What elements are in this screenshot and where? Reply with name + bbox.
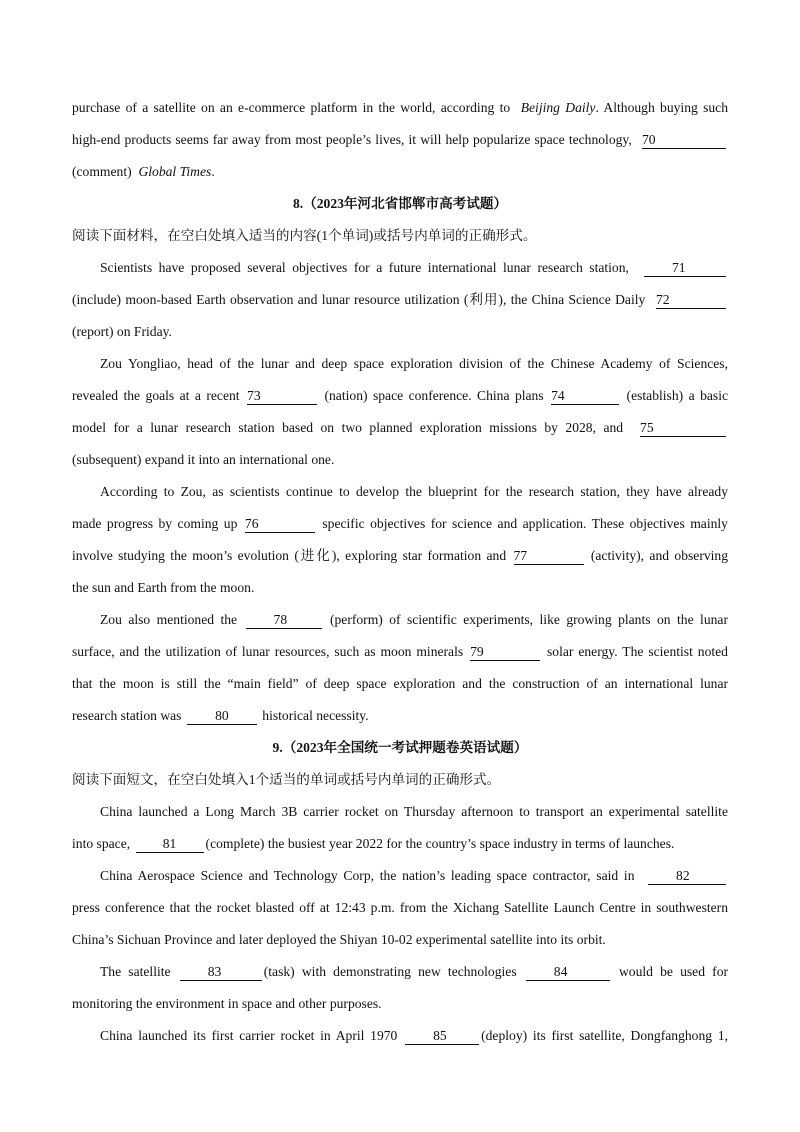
text-span: specific objectives for science and application. These objectives mainly bbox=[322, 516, 728, 531]
text-span: . Although buying such bbox=[595, 100, 728, 115]
answer-blank-77[interactable]: 77 bbox=[514, 549, 584, 565]
answer-blank-79[interactable]: 79 bbox=[470, 645, 540, 661]
text-line bbox=[72, 700, 728, 732]
answer-blank-71[interactable]: 71 bbox=[644, 261, 726, 277]
text-line bbox=[72, 796, 728, 828]
text-line bbox=[72, 124, 728, 156]
source-name: Beijing Daily bbox=[520, 100, 596, 115]
text-line bbox=[72, 1020, 728, 1052]
answer-blank-74[interactable]: 74 bbox=[551, 389, 619, 405]
answer-blank-83[interactable]: 83 bbox=[180, 965, 262, 981]
text-span: Zou also mentioned the bbox=[100, 612, 238, 627]
text-span: The satellite bbox=[100, 964, 171, 979]
answer-blank-80[interactable]: 80 bbox=[187, 709, 257, 725]
text-line bbox=[72, 476, 728, 508]
text-span: press conference that the rocket blasted off at 12:43 p.m. from the Xichang Satellite Launch Centre in southwestern bbox=[72, 900, 728, 915]
text-line bbox=[72, 412, 728, 444]
text-span: (include) moon-based Earth observation and lunar resource utilization (利用), the China Science Daily bbox=[72, 292, 646, 307]
text-span: According to Zou, as scientists continue to develop the blueprint for the research station, they have already bbox=[100, 484, 728, 499]
text-span: the sun and Earth from the moon. bbox=[72, 580, 255, 595]
text-span: (task) with demonstrating new technologies bbox=[263, 964, 517, 979]
text-span: (report) on Friday. bbox=[72, 324, 172, 339]
section-heading-9: 9.（2023年全国统一考试押题卷英语试题） bbox=[272, 740, 528, 755]
answer-blank-75[interactable]: 75 bbox=[640, 421, 726, 437]
section-instruction-8: 阅读下面材料，在空白处填入适当的内容(1个单词)或括号内单词的正确形式。 bbox=[72, 228, 537, 243]
text-line bbox=[72, 540, 728, 572]
text-span: China’s Sichuan Province and later deployed the Shiyan 10-02 experimental satellite into its orbit. bbox=[72, 932, 606, 947]
text-line bbox=[72, 892, 728, 924]
text-span: (deploy) its first satellite, Dongfanghong 1, bbox=[481, 1028, 729, 1043]
text-span: (subsequent) expand it into an international one. bbox=[72, 452, 335, 467]
text-line bbox=[72, 156, 728, 188]
text-span: China launched its first carrier rocket in April 1970 bbox=[100, 1028, 398, 1043]
source-name: Global Times bbox=[138, 164, 212, 179]
text-span: (nation) space conference. China plans bbox=[324, 388, 544, 403]
answer-blank-72[interactable]: 72 bbox=[656, 293, 726, 309]
text-line bbox=[72, 508, 728, 540]
answer-blank-70[interactable]: 70 bbox=[642, 133, 726, 149]
text-span: would be used for bbox=[618, 964, 729, 979]
text-line bbox=[72, 252, 728, 284]
text-span: (complete) the busiest year 2022 for the country’s space industry in terms of launches. bbox=[205, 836, 675, 851]
text-span: monitoring the environment in space and other purposes. bbox=[72, 996, 382, 1011]
text-span: surface, and the utilization of lunar resources, such as moon minerals bbox=[72, 644, 464, 659]
text-line bbox=[72, 956, 728, 988]
text-line bbox=[72, 284, 728, 316]
section-instruction-9: 阅读下面短文，在空白处填入1个适当的单词或括号内单词的正确形式。 bbox=[72, 772, 501, 787]
text-line bbox=[72, 380, 728, 412]
text-span: research station was bbox=[72, 708, 182, 723]
answer-blank-81[interactable]: 81 bbox=[136, 837, 204, 853]
text-span: Zou Yongliao, head of the lunar and deep space exploration division of the Chinese Academy of Sciences, bbox=[100, 356, 728, 371]
text-line bbox=[72, 860, 728, 892]
text-span: model for a lunar research station based on two planned exploration missions by 2028, and bbox=[72, 420, 624, 435]
text-span: China launched a Long March 3B carrier rocket on Thursday afternoon to transport an experimental satellite bbox=[100, 804, 728, 819]
text-span: historical necessity. bbox=[262, 708, 369, 723]
text-span: (perform) of scientific experiments, like growing plants on the lunar bbox=[329, 612, 728, 627]
text-span: Scientists have proposed several objectives for a future international lunar research station, bbox=[100, 260, 629, 275]
text-line bbox=[72, 988, 728, 1020]
text-span: (activity), and observing bbox=[590, 548, 729, 563]
text-line bbox=[72, 444, 728, 476]
text-span: into space, bbox=[72, 836, 131, 851]
text-line bbox=[72, 924, 728, 956]
text-line bbox=[72, 348, 728, 380]
text-span: (comment) bbox=[72, 164, 132, 179]
text-span: solar energy. The scientist noted bbox=[547, 644, 728, 659]
answer-blank-84[interactable]: 84 bbox=[526, 965, 610, 981]
text-span: that the moon is still the “main field” of deep space exploration and the construction of an international lunar bbox=[72, 676, 728, 691]
text-span: purchase of a satellite on an e-commerce platform in the world, according to bbox=[72, 100, 511, 115]
answer-blank-85[interactable]: 85 bbox=[405, 1029, 479, 1045]
text-span: made progress by coming up bbox=[72, 516, 238, 531]
text-line bbox=[72, 572, 728, 604]
text-span: (establish) a basic bbox=[626, 388, 729, 403]
answer-blank-78[interactable]: 78 bbox=[246, 613, 322, 629]
text-line bbox=[72, 668, 728, 700]
text-line bbox=[72, 316, 728, 348]
text-line bbox=[72, 604, 728, 636]
text-line bbox=[72, 92, 728, 124]
text-line bbox=[72, 636, 728, 668]
answer-blank-76[interactable]: 76 bbox=[245, 517, 315, 533]
text-line bbox=[72, 828, 728, 860]
section-heading-8: 8.（2023年河北省邯郸市高考试题） bbox=[292, 196, 508, 211]
answer-blank-82[interactable]: 82 bbox=[648, 869, 726, 885]
text-span: revealed the goals at a recent bbox=[72, 388, 240, 403]
answer-blank-73[interactable]: 73 bbox=[247, 389, 317, 405]
text-span: high-end products seems far away from most people’s lives, it will help popularize space technology, bbox=[72, 132, 632, 147]
text-span: . bbox=[211, 164, 215, 179]
text-span: involve studying the moon’s evolution (进化), exploring star formation and bbox=[72, 548, 507, 563]
text-span: China Aerospace Science and Technology Corp, the nation’s leading space contractor, said in bbox=[100, 868, 635, 883]
